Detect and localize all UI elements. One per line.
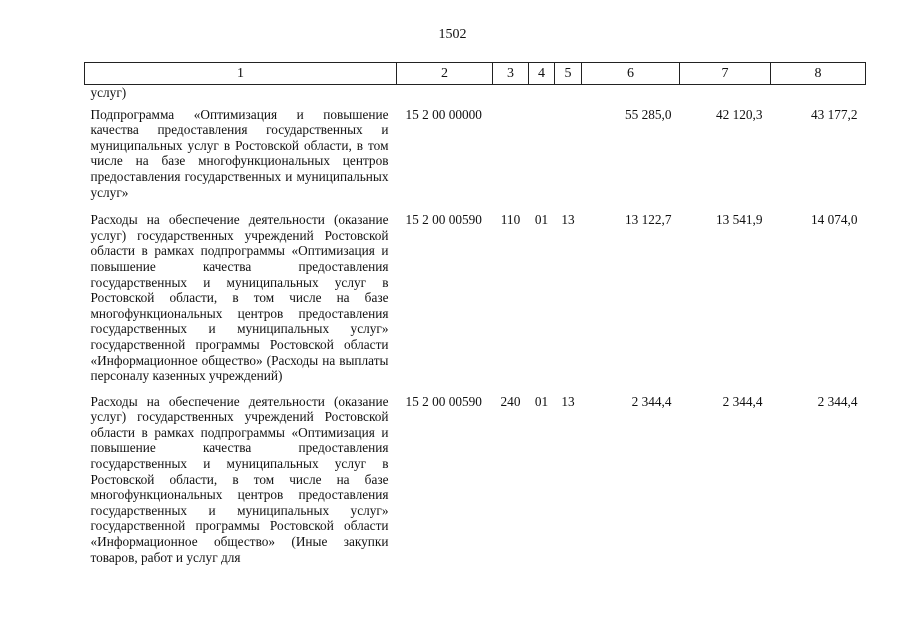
page-number: 1502 [438,27,467,42]
continuation-row [85,85,866,107]
header-col-7: 7 [680,63,771,85]
row-code: 15 2 00 00000 [405,106,482,122]
row-value-7: 42 120,3 [715,106,763,122]
header-col-1: 1 [85,63,397,85]
header-col-6: 6 [582,63,680,85]
row-col5: 13 [561,212,575,228]
header-col-4: 4 [529,63,555,85]
row-col3 [493,107,529,213]
row-code: 15 2 00 00590 [405,212,482,228]
row-col4: 01 [534,393,549,409]
row-value-6: 2 344,4 [631,393,672,409]
row-col4: 01 [534,212,549,228]
header-col-8: 8 [771,63,866,85]
header-col-5: 5 [555,63,582,85]
row-value-7: 2 344,4 [722,393,763,409]
row-name: Подпрограмма «Оптимизация и повышение качества предоставления государственных и муниципальных услуг в Ростовской области, в том числе на базе многофункциональных центров предоставления государственных и муниципальных услуг» [90,106,389,200]
budget-table [84,62,866,565]
row-name: Расходы на обеспечение деятельности (оказание услуг) государственных учреждений Ростовской области в рамках подпрограммы «Оптимизация и повышение качества предоставления государственных и муниципальных услуг в Ростовской области, в том числе на базе многофункциональных центров предоставления государственных и муниципальных услуг» государственной программы Ростовской области «Информационное общество» (Расходы на выплаты персоналу казенных учреждений) [90,212,389,384]
row-value-8: 43 177,2 [810,106,858,122]
row-col4 [529,107,555,213]
table-row [85,107,866,213]
continuation-text: услуг) [90,85,127,100]
row-value-8: 14 074,0 [810,212,858,228]
row-value-7: 13 541,9 [715,212,763,228]
row-name: Расходы на обеспечение деятельности (оказание услуг) государственных учреждений Ростовской области в рамках подпрограммы «Оптимизация и повышение качества предоставления государственных и муниципальных услуг в Ростовской области, в том числе на базе многофункциональных центров предоставления государственных и муниципальных услуг» государственной программы Ростовской области «Информационное общество» (Иные закупки товаров, работ и услуг для [90,393,389,565]
row-col3: 110 [500,212,521,228]
row-value-8: 2 344,4 [817,393,858,409]
table-header [85,63,866,85]
row-value-6: 13 122,7 [624,212,672,228]
row-value-6: 55 285,0 [624,106,672,122]
row-col5 [555,107,582,213]
header-row [85,63,866,85]
table-row [85,394,866,566]
table-row [85,212,866,394]
header-col-2: 2 [397,63,493,85]
row-col5: 13 [561,393,575,409]
row-col3: 240 [500,393,521,409]
row-code: 15 2 00 00590 [405,393,482,409]
table-body [85,85,866,566]
header-col-3: 3 [493,63,529,85]
